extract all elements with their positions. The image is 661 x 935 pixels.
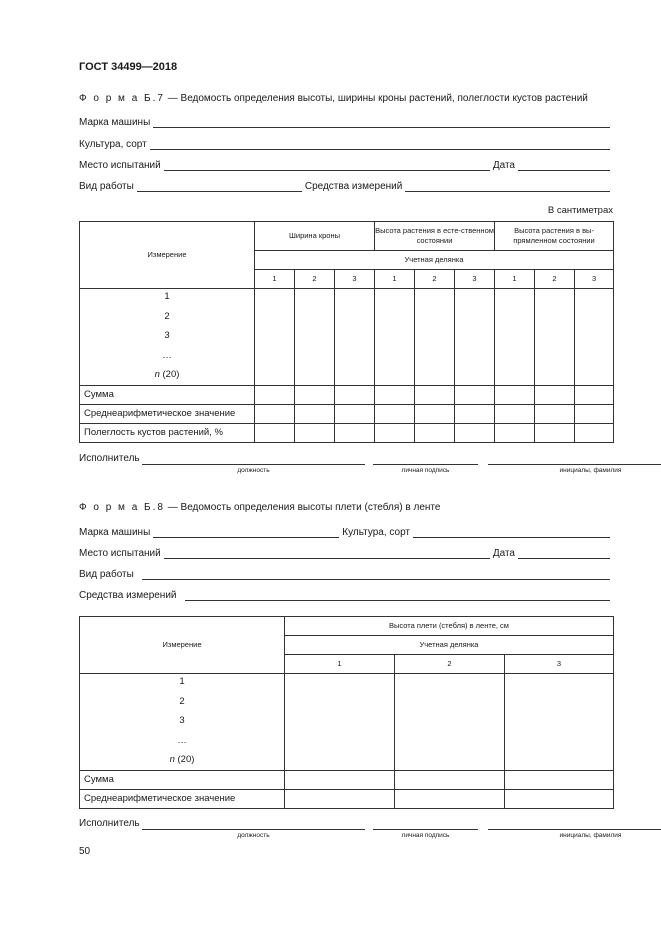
crop-field[interactable] (413, 527, 610, 538)
tools-label: Средства измерений (79, 590, 177, 601)
crop-label: Культура, сорт (79, 139, 147, 150)
form-b8-machine-row (79, 524, 613, 538)
plot-number: 3 (505, 655, 614, 674)
signature-field[interactable] (373, 464, 478, 465)
data-cell[interactable] (375, 289, 415, 386)
plot-number: 3 (335, 270, 375, 289)
position-field[interactable] (142, 829, 365, 830)
data-cell[interactable] (375, 405, 415, 424)
data-cell[interactable] (455, 386, 495, 405)
form-b8-tools-row (79, 587, 613, 601)
data-cell[interactable] (255, 386, 295, 405)
plot-number: 1 (375, 270, 415, 289)
work-field[interactable] (137, 181, 302, 192)
signature-caption: личная подпись (401, 467, 450, 474)
data-cell[interactable] (335, 289, 375, 386)
form-b8-prefix: Ф о р м а Б.8 (79, 502, 165, 513)
measurement-row-label: 3 (179, 715, 185, 726)
work-label: Вид работы (79, 569, 134, 580)
date-field[interactable] (518, 160, 610, 171)
crop-field[interactable] (150, 139, 610, 150)
data-cell[interactable] (285, 674, 395, 771)
tools-field[interactable] (405, 181, 610, 192)
data-cell[interactable] (255, 405, 295, 424)
col-height-natural: Высота растения в есте-ственном состоянии (375, 222, 495, 251)
form-b8-title (79, 502, 440, 513)
machine-field[interactable] (153, 527, 339, 538)
data-cell[interactable] (495, 424, 535, 443)
data-cell[interactable] (535, 405, 575, 424)
machine-label: Марка машины (79, 117, 151, 128)
mean-row-label: Среднеарифметическое значение (80, 405, 255, 424)
data-cell[interactable] (295, 405, 335, 424)
work-label: Вид работы (79, 181, 134, 192)
data-cell[interactable] (455, 424, 495, 443)
crop-label: Культура, сорт (342, 527, 410, 538)
mean-row-label: Среднеарифметическое значение (80, 790, 285, 809)
data-cell[interactable] (575, 424, 614, 443)
form-b7-title (79, 93, 588, 104)
data-cell[interactable] (295, 289, 335, 386)
place-field[interactable] (164, 160, 490, 171)
date-label: Дата (492, 160, 515, 171)
plot-number: 2 (535, 270, 575, 289)
measurement-row-label: 1 (179, 676, 185, 687)
measurement-row-label: … (177, 734, 187, 746)
data-cell[interactable] (375, 424, 415, 443)
plot-header: Учетная делянка (285, 636, 614, 655)
data-cell[interactable] (255, 289, 295, 386)
data-cell[interactable] (505, 790, 614, 809)
measurement-row-label: … (162, 349, 172, 361)
form-b8-title-text: — Ведомость определения высоты плети (стебля) в ленте (164, 502, 441, 513)
name-field[interactable] (488, 464, 661, 465)
data-cell[interactable] (535, 289, 575, 386)
plot-number: 2 (415, 270, 455, 289)
date-label: Дата (492, 548, 515, 559)
plot-header: Учетная делянка (255, 251, 614, 270)
data-cell[interactable] (535, 386, 575, 405)
data-cell[interactable] (455, 289, 495, 386)
units-note: В сантиметрах (547, 205, 613, 216)
data-cell[interactable] (295, 386, 335, 405)
form-b8-work-row (79, 566, 613, 580)
place-field[interactable] (164, 548, 490, 559)
sum-row-label: Сумма (80, 386, 255, 405)
plot-number: 1 (495, 270, 535, 289)
plot-number: 3 (455, 270, 495, 289)
measurement-row-label: 3 (164, 330, 170, 341)
document-code: ГОСТ 34499—2018 (79, 61, 178, 73)
data-cell[interactable] (575, 289, 614, 386)
name-caption: инициалы, фамилия (559, 467, 622, 474)
data-cell[interactable] (285, 790, 395, 809)
data-cell[interactable] (255, 424, 295, 443)
data-cell[interactable] (415, 424, 455, 443)
data-cell[interactable] (415, 405, 455, 424)
form-b7-work-row (79, 178, 613, 192)
page-number: 50 (79, 846, 91, 857)
place-label: Место испытаний (79, 160, 161, 171)
signature-field[interactable] (373, 829, 478, 830)
form-b7-prefix: Ф о р м а Б.7 (79, 93, 165, 104)
tools-field[interactable] (185, 590, 610, 601)
position-field[interactable] (142, 464, 365, 465)
data-cell[interactable] (495, 289, 535, 386)
form-b7-machine-row (79, 114, 613, 128)
data-cell[interactable] (375, 386, 415, 405)
data-cell[interactable] (395, 790, 505, 809)
data-cell[interactable] (575, 386, 614, 405)
name-field[interactable] (488, 829, 661, 830)
data-cell[interactable] (495, 405, 535, 424)
machine-field[interactable] (153, 117, 610, 128)
data-cell[interactable] (285, 771, 395, 790)
lodging-row-label: Полеглость кустов растений, % (80, 424, 255, 443)
measurement-row-label: 2 (164, 310, 170, 322)
measurement-row-label: n (20) (154, 369, 180, 380)
measurement-row-label: n (20) (169, 754, 195, 765)
plot-number: 1 (255, 270, 295, 289)
form-b8-signature (79, 818, 622, 842)
position-caption: должность (237, 467, 270, 474)
signature-caption: личная подпись (401, 832, 450, 839)
col-stem-height: Высота плети (стебля) в ленте, см (285, 617, 614, 636)
form-b8-table (79, 616, 614, 809)
data-cell[interactable] (335, 405, 375, 424)
data-cell[interactable] (535, 424, 575, 443)
col-crown-width: Ширина кроны (255, 222, 375, 251)
measurement-list (80, 674, 285, 771)
form-b7-place-row (79, 157, 613, 171)
data-cell[interactable] (505, 771, 614, 790)
name-caption: инициалы, фамилия (559, 832, 622, 839)
place-label: Место испытаний (79, 548, 161, 559)
executor-label: Исполнитель (79, 818, 140, 829)
measure-header: Измерение (80, 222, 255, 289)
work-field[interactable] (142, 569, 610, 580)
data-cell[interactable] (455, 405, 495, 424)
measure-header: Измерение (80, 617, 285, 674)
data-cell[interactable] (415, 289, 455, 386)
data-cell[interactable] (335, 424, 375, 443)
plot-number: 3 (575, 270, 614, 289)
form-b7-title-text: — Ведомость определения высоты, ширины кроны растений, полеглости кустов растений (164, 93, 588, 104)
data-cell[interactable] (395, 771, 505, 790)
measurement-row-label: 2 (179, 695, 185, 707)
date-field[interactable] (518, 548, 610, 559)
plot-number: 1 (285, 655, 395, 674)
data-cell[interactable] (495, 386, 535, 405)
measurement-list (80, 289, 255, 386)
position-caption: должность (237, 832, 270, 839)
data-cell[interactable] (295, 424, 335, 443)
measurement-row-label: 1 (164, 291, 170, 302)
machine-label: Марка машины (79, 527, 151, 538)
sum-row-label: Сумма (80, 771, 285, 790)
form-b7-signature (79, 453, 622, 477)
data-cell[interactable] (415, 386, 455, 405)
tools-label: Средства измерений (304, 181, 403, 192)
plot-number: 2 (395, 655, 505, 674)
data-cell[interactable] (335, 386, 375, 405)
data-cell[interactable] (505, 674, 614, 771)
data-cell[interactable] (575, 405, 614, 424)
form-b8-place-row (79, 545, 613, 559)
form-b7-crop-row (79, 136, 613, 150)
form-b7-table (79, 221, 614, 443)
col-height-straightened: Высота растения в вы-прямленном состоянии (495, 222, 614, 251)
executor-label: Исполнитель (79, 453, 140, 464)
plot-number: 2 (295, 270, 335, 289)
data-cell[interactable] (395, 674, 505, 771)
